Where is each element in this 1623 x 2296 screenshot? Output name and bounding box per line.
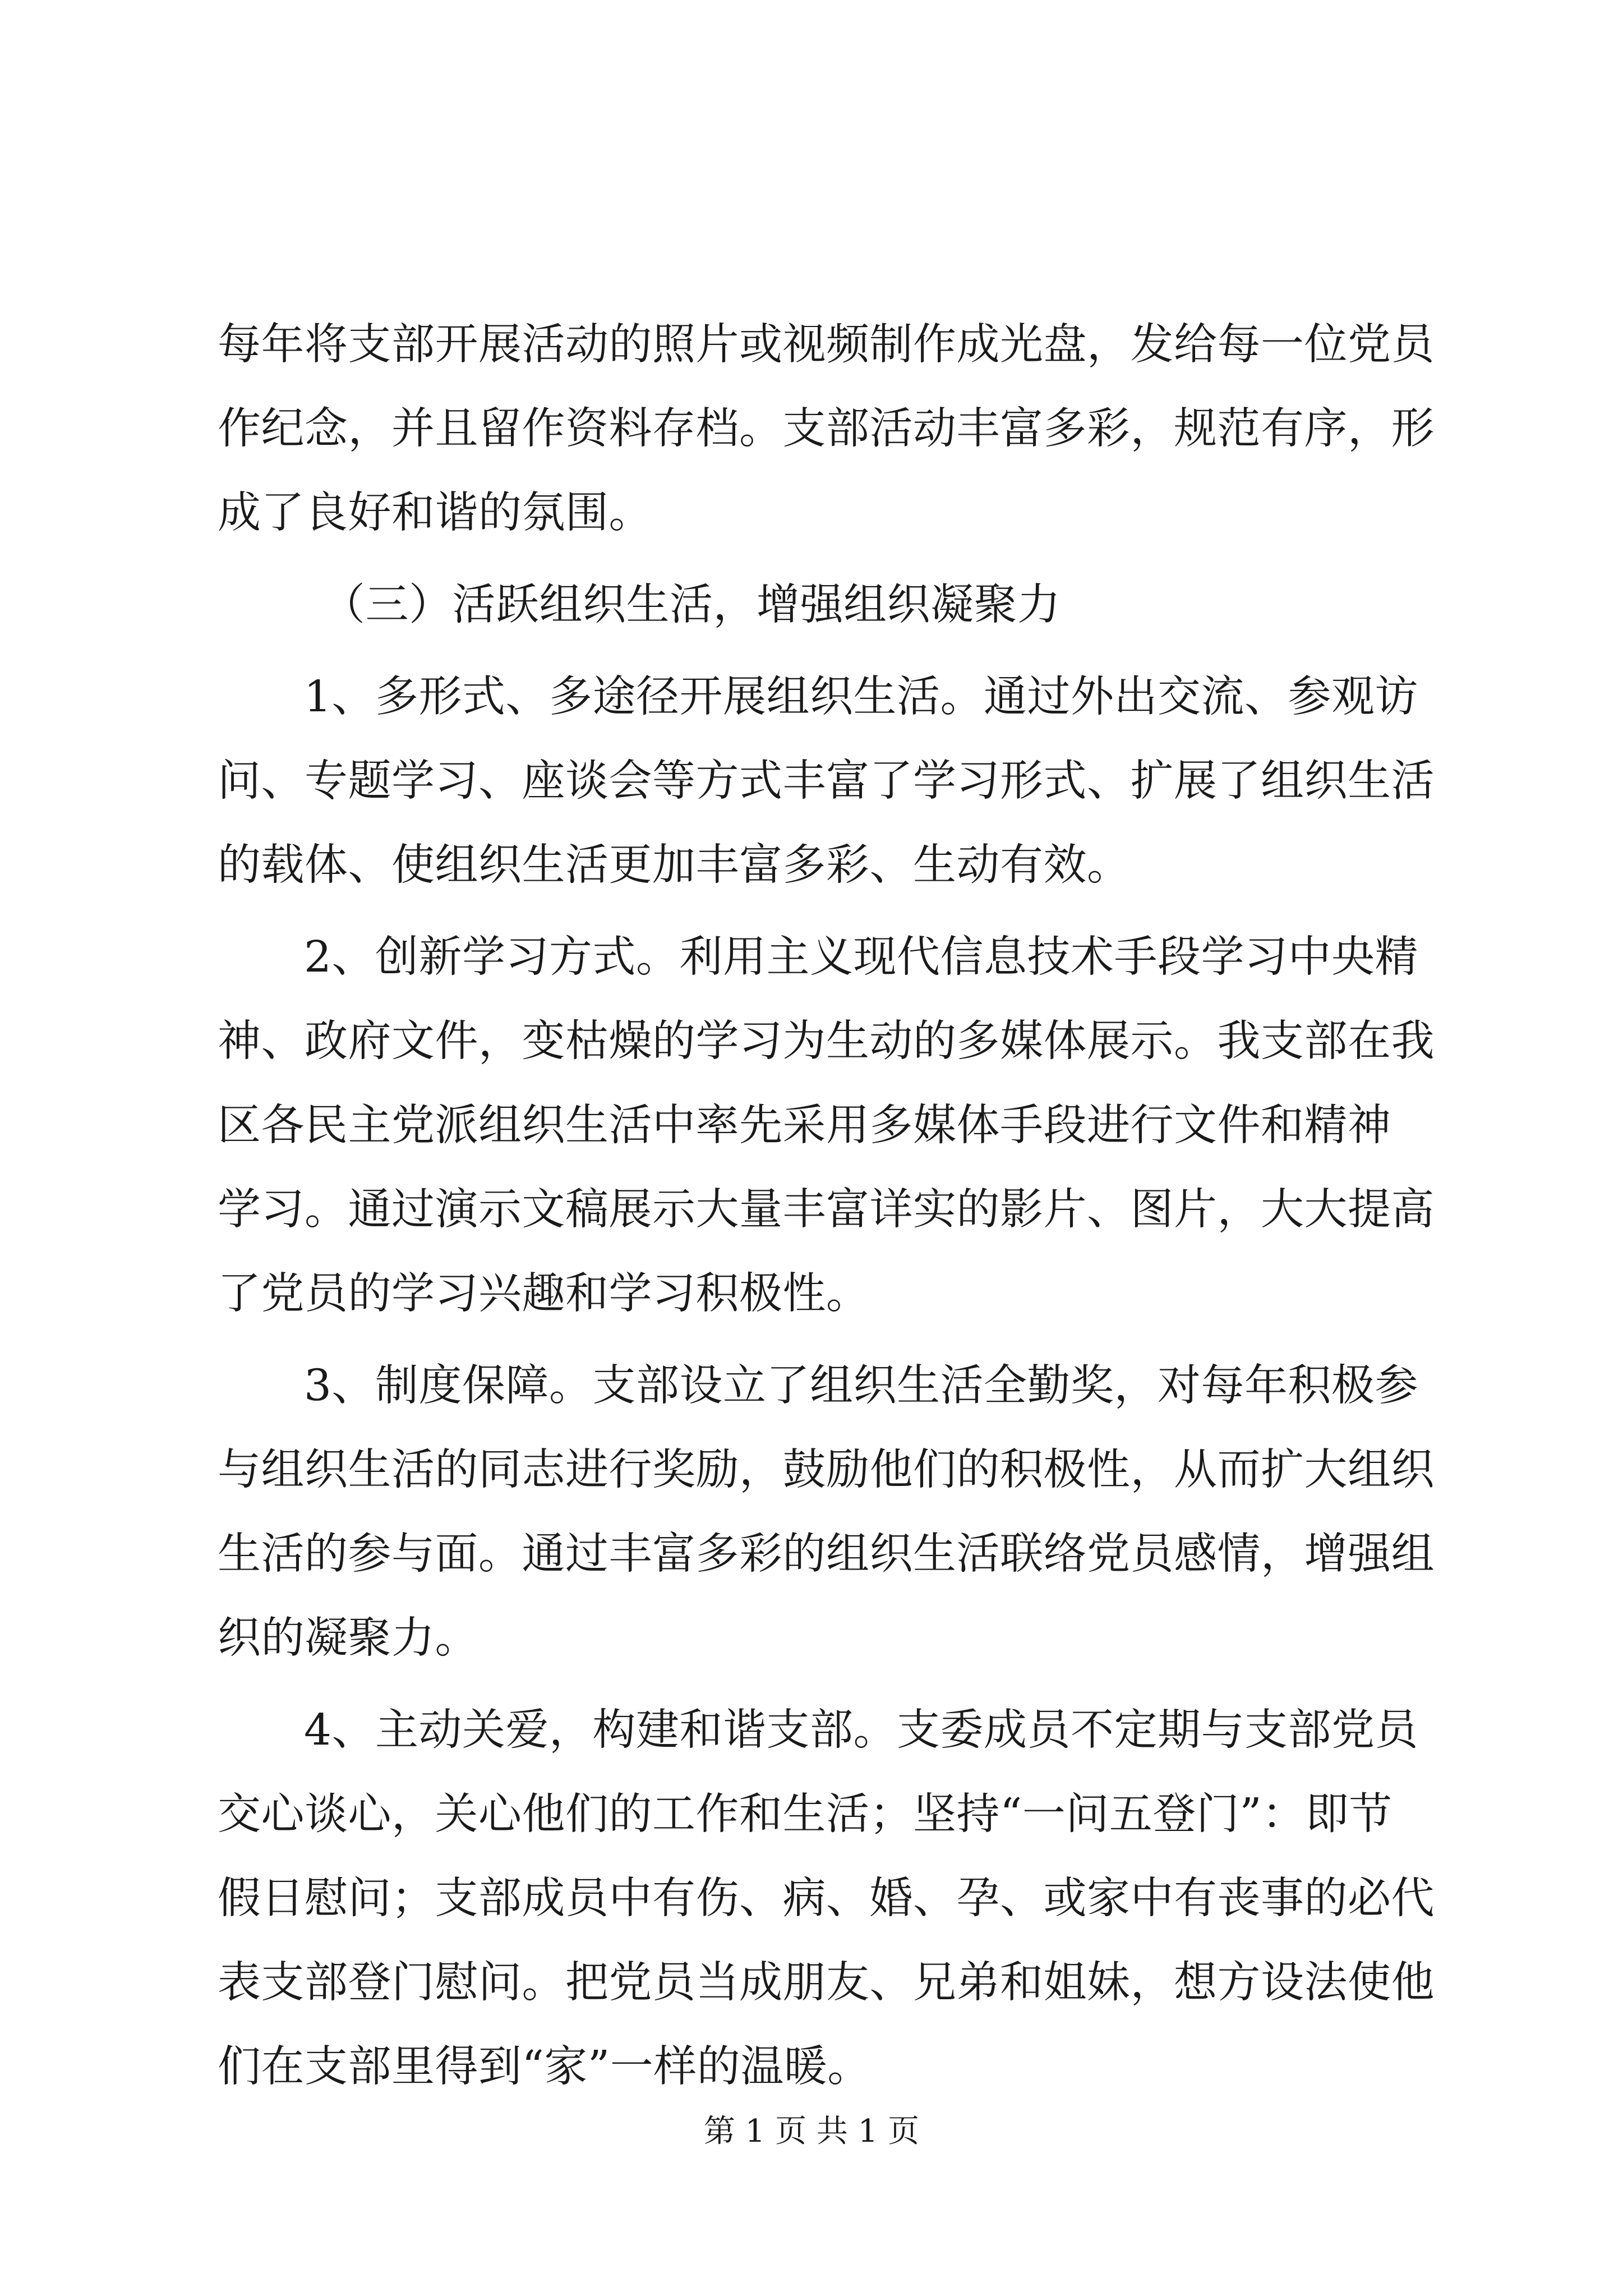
text-line: 假日慰问；支部成员中有伤、病、婚、孕、或家中有丧事的必代: [218, 1874, 1435, 1924]
paragraph-item-3: [218, 1344, 1435, 1681]
text-line: 作纪念，并且留作资料存档。支部活动丰富多彩，规范有序，形: [218, 404, 1435, 454]
text-line: 交心谈心，关心他们的工作和生活；坚持“一问五登门”：即节: [218, 1789, 1393, 1839]
section-heading: [218, 563, 1429, 647]
document-body: [218, 303, 1435, 2109]
text-line: 3、制度保障。支部设立了组织生活全勤奖，对每年积极参: [304, 1361, 1418, 1411]
text-line: 2、创新学习方式。利用主义现代信息技术手段学习中央精: [304, 932, 1418, 982]
text-line: 表支部登门慰问。把党员当成朋友、兄弟和姐妹，想方设法使他: [218, 1958, 1435, 2008]
text-line: 生活的参与面。通过丰富多彩的组织生活联络党员感情，增强组: [218, 1529, 1435, 1579]
page-footer: 第 1 页 共 1 页: [703, 2113, 920, 2150]
paragraph-intro: [218, 303, 1435, 555]
text-line: 4、主动关爱，构建和谐支部。支委成员不定期与支部党员: [304, 1705, 1418, 1755]
text-line: 的载体、使组织生活更加丰富多彩、生动有效。: [218, 840, 1131, 890]
text-line: 每年将支部开展活动的照片或视频制作成光盘，发给每一位党员: [218, 320, 1435, 370]
text-line: 学习。通过演示文稿展示大量丰富详实的影片、图片，大大提高: [218, 1185, 1435, 1235]
paragraph-item-1: [218, 655, 1435, 908]
text-line: 们在支部里得到“家”一样的温暖。: [218, 2042, 871, 2092]
text-line: 区各民主党派组织生活中率先采用多媒体手段进行文件和精神: [218, 1101, 1391, 1151]
text-line: 织的凝聚力。: [218, 1613, 478, 1663]
text-line: 成了良好和谐的氛围。: [218, 488, 652, 538]
paragraph-item-4: [218, 1688, 1435, 2109]
text-line: 1、多形式、多途径开展组织生活。通过外出交流、参观访: [304, 672, 1418, 722]
text-line: 问、专题学习、座谈会等方式丰富了学习形式、扩展了组织生活: [218, 756, 1435, 806]
text-line: 神、政府文件，变枯燥的学习为生动的多媒体展示。我支部在我: [218, 1016, 1435, 1066]
paragraph-item-2: [218, 915, 1435, 1336]
text-line: 了党员的学习兴趣和学习积极性。: [218, 1269, 870, 1319]
text-line: 与组织生活的同志进行奖励，鼓励他们的积极性，从而扩大组织: [218, 1445, 1435, 1495]
section-title: （三）活跃组织生活，增强组织凝聚力: [322, 580, 1061, 630]
